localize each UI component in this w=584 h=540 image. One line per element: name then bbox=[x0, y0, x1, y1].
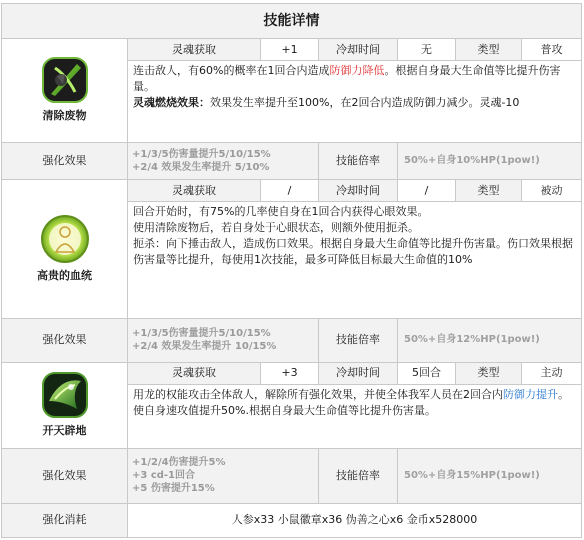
type-label: 类型 bbox=[456, 180, 522, 202]
skill-2-description bbox=[128, 202, 582, 319]
skill-1-type: 普攻 bbox=[522, 39, 582, 61]
skill-3-desc-text-2: 。使自身速攻值提升50%.根据自身最大生命值等比提升伤害量。 bbox=[133, 387, 569, 417]
enhance-line: +3 cd-1回合 bbox=[132, 470, 196, 482]
skill-1-enhance-effect bbox=[128, 142, 319, 179]
enhance-effect-label: 强化效果 bbox=[2, 318, 128, 362]
enhance-cost-label: 强化消耗 bbox=[2, 503, 128, 537]
soul-get-label: 灵魂获取 bbox=[128, 362, 261, 384]
skill-1-ratio: 50%+自身10%HP(1pow!) bbox=[398, 142, 582, 179]
enhance-line: +1/3/5伤害量提升5/10/15% bbox=[132, 148, 271, 160]
skill-2-soul: / bbox=[261, 180, 319, 202]
enhance-line: +5 伤害提升15% bbox=[132, 483, 215, 495]
cooldown-label: 冷却时间 bbox=[319, 180, 398, 202]
enhance-effect-label: 强化效果 bbox=[2, 448, 128, 503]
enhance-line: +1/3/5伤害量提升5/10/15% bbox=[132, 328, 271, 340]
enhance-cost-materials: 人参x33 小鼠徽章x36 伪善之心x6 金币x528000 bbox=[128, 503, 582, 537]
type-label: 类型 bbox=[456, 362, 522, 384]
skill-3-buff-highlight: 防御力提升 bbox=[503, 387, 558, 401]
enhance-effect-label: 强化效果 bbox=[2, 142, 128, 179]
skill-1-soul: +1 bbox=[261, 39, 319, 61]
skill-2-icon-cell bbox=[2, 180, 128, 319]
skill-3-description bbox=[128, 384, 582, 448]
skill-3-type: 主动 bbox=[522, 362, 582, 384]
skill-2-cooldown: / bbox=[398, 180, 456, 202]
skill-1-desc-text: 连击敌人，有60%的概率在1回合内造成 bbox=[133, 64, 330, 78]
skill-3-ratio: 50%+自身15%HP(1pow!) bbox=[398, 448, 582, 503]
skill-ratio-label: 技能倍率 bbox=[319, 318, 398, 362]
skill-3-enhance-effect bbox=[128, 448, 319, 503]
cooldown-label: 冷却时间 bbox=[319, 39, 398, 61]
skill-3-name: 开天辟地 bbox=[42, 424, 87, 438]
skill-ratio-label: 技能倍率 bbox=[319, 448, 398, 503]
skill-1-debuff-highlight: 防御力降低 bbox=[329, 64, 385, 78]
skill-3-cooldown: 5回合 bbox=[398, 362, 456, 384]
skill-2-ratio: 50%+自身12%HP(1pow!) bbox=[398, 318, 582, 362]
skill-1-name: 清除废物 bbox=[42, 109, 87, 123]
enhance-line: +2/4 效果发生率提升 5/10% bbox=[132, 161, 270, 173]
skill-2-enhance-effect bbox=[128, 318, 319, 362]
dragon-power-burst-icon bbox=[41, 371, 89, 419]
soul-get-label: 灵魂获取 bbox=[128, 180, 261, 202]
skill-ratio-label: 技能倍率 bbox=[319, 142, 398, 179]
skill-3-icon-cell bbox=[2, 362, 128, 448]
soul-burn-label: 灵魂燃烧效果： bbox=[133, 96, 210, 110]
skill-2-desc-line: 回合开始时，有75%的几率使自身在1回合内获得心眼效果。 bbox=[133, 205, 429, 219]
soul-burn-text: 效果发生率提升至100%，在2回合内造成防御力减少。灵魂-10 bbox=[210, 96, 520, 110]
enhance-line: +2/4 效果发生率提升 10/15% bbox=[132, 341, 277, 353]
skill-2-desc-line: 扼杀：向下捶击敌人，造成伤口效果。根据自身最大生命值等比提升伤害量。伤口效果根据伤害量等比提升，每使用1次技能，最多可降低目标最大生命值的10% bbox=[133, 237, 573, 267]
skill-detail-table bbox=[1, 3, 582, 538]
skill-1-cooldown: 无 bbox=[398, 39, 456, 61]
skill-3-soul: +3 bbox=[261, 362, 319, 384]
soul-get-label: 灵魂获取 bbox=[128, 39, 261, 61]
skill-1-icon-cell bbox=[2, 39, 128, 142]
page-title: 技能详情 bbox=[2, 4, 582, 39]
type-label: 类型 bbox=[456, 39, 522, 61]
skill-1-desc-text-2: 。根据自身最大生命值等比提升伤害量。 bbox=[133, 64, 561, 94]
skill-1-description bbox=[128, 61, 582, 142]
skill-2-type: 被动 bbox=[522, 180, 582, 202]
skill-2-desc-line: 使用清除废物后，若自身处于心眼状态，则额外使用扼杀。 bbox=[133, 221, 419, 235]
skill-2-name: 高贵的血统 bbox=[37, 268, 92, 282]
dark-sword-slash-icon bbox=[41, 56, 89, 104]
skill-3-desc-text: 用龙的权能攻击全体敌人，解除所有强化效果，并使全体我军人员在2回合内 bbox=[133, 387, 503, 401]
enhance-line: +1/2/4伤害提升5% bbox=[132, 457, 226, 469]
noble-aura-figure-icon bbox=[40, 214, 90, 264]
cooldown-label: 冷却时间 bbox=[319, 362, 398, 384]
